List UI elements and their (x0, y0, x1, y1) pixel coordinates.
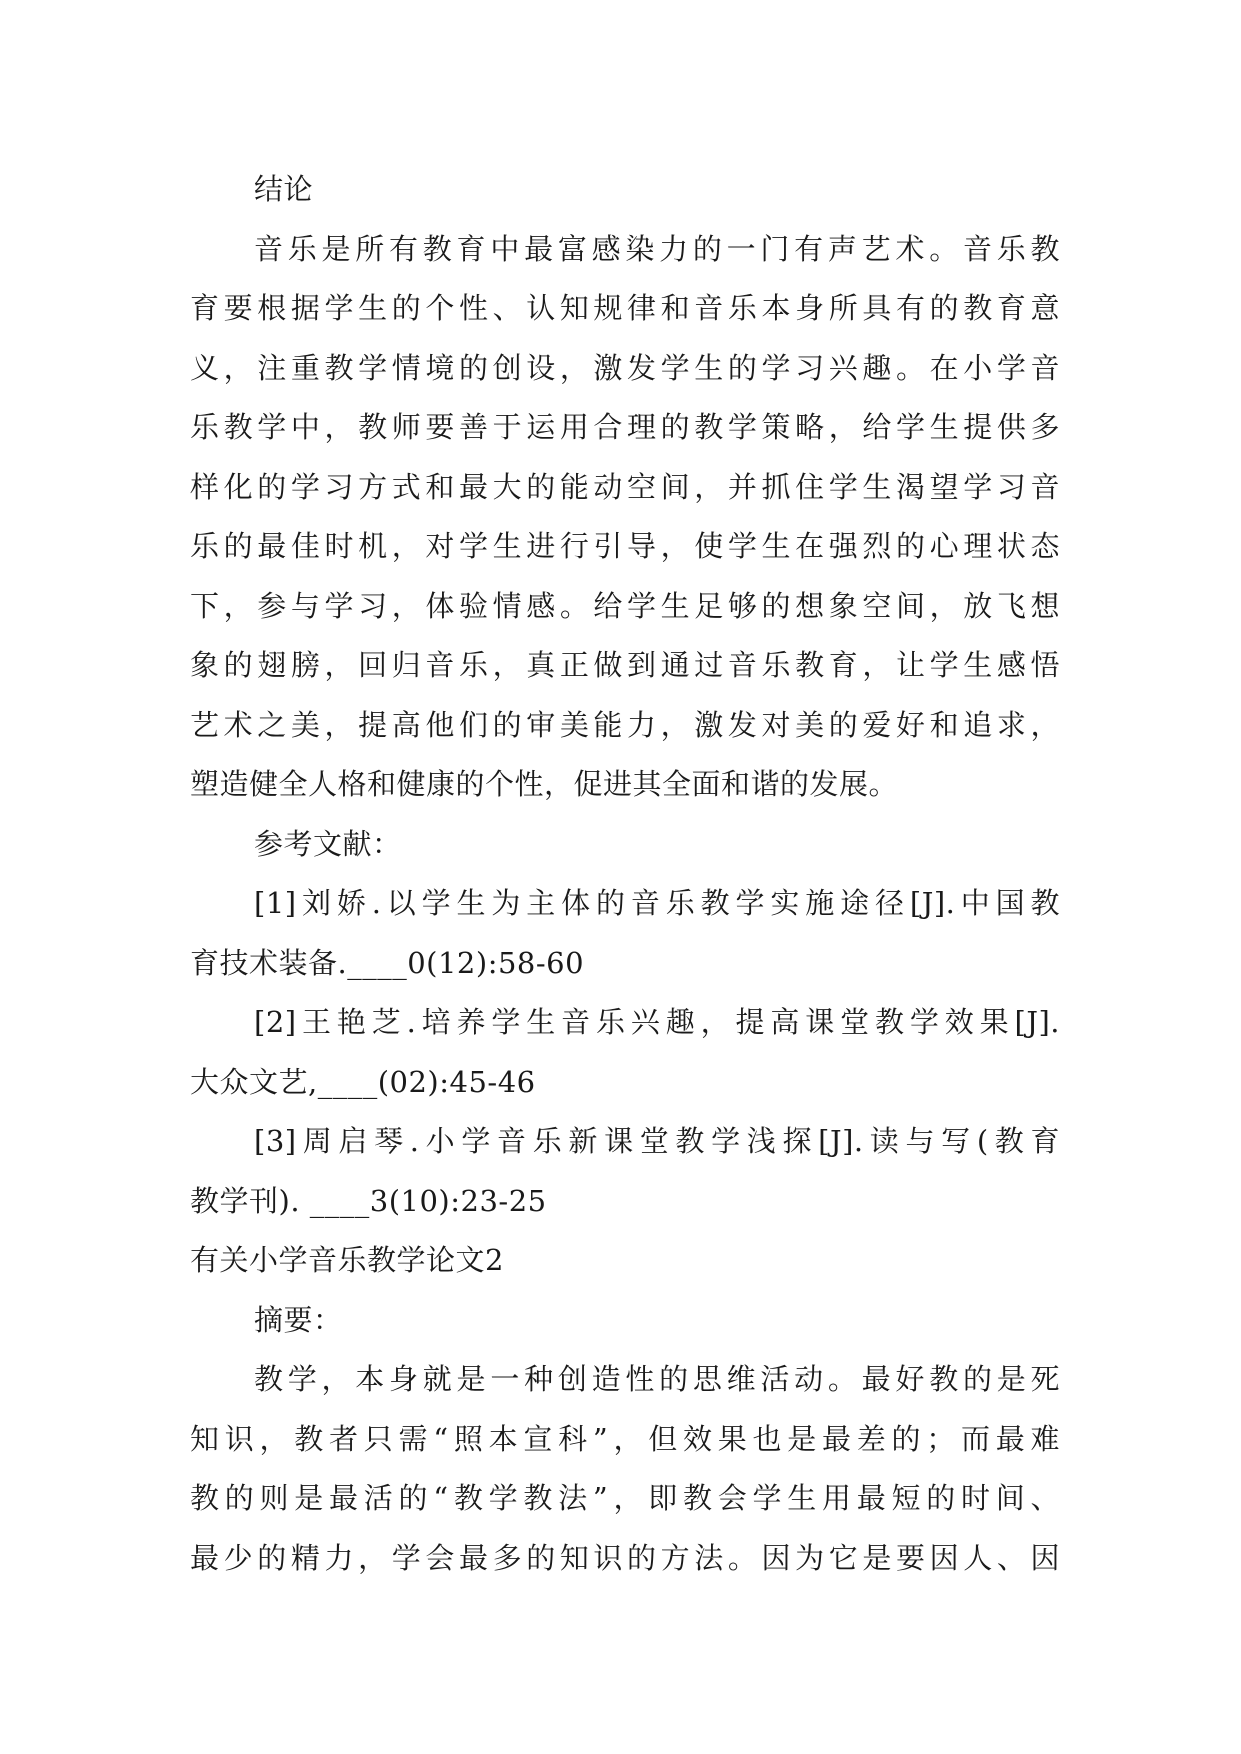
paragraph-line: 乐的最佳时机，对学生进行引导，使学生在强烈的心理状态 (190, 529, 1060, 563)
abstract-heading: 摘要： (254, 1302, 343, 1337)
abstract-line: 知识，教者只需“照本宣科”，但效果也是最差的；而最难 (190, 1421, 1060, 1456)
abstract-line: 教的则是最活的“教学教法”，即教会学生用最短的时间、 (190, 1481, 1060, 1515)
article-title: 有关小学音乐教学论文2 (190, 1243, 504, 1277)
abstract-line: 教学，本身就是一种创造性的思维活动。最好教的是死 (254, 1362, 1060, 1396)
paragraph-line: 义，注重教学情境的创设，激发学生的学习兴趣。在小学音 (190, 350, 1060, 385)
reference-1-line: [1]刘娇.以学生为主体的音乐教学实施途径[J].中国教 (254, 886, 1060, 920)
paragraph-line: 下，参与学习，体验情感。给学生足够的想象空间，放飞想 (190, 588, 1060, 623)
reference-2-line: 大众文艺,____(02):45-46 (190, 1064, 536, 1099)
reference-3-line: 教学刊). ____3(10):23-25 (190, 1183, 547, 1218)
abstract-line: 最少的精力，学会最多的知识的方法。因为它是要因人、因 (190, 1540, 1060, 1575)
section-heading-conclusion: 结论 (254, 172, 314, 206)
paragraph-line: 艺术之美，提高他们的审美能力，激发对美的爱好和追求， (190, 707, 1060, 742)
paragraph-line: 塑造健全人格和健康的个性，促进其全面和谐的发展。 (190, 767, 899, 801)
paragraph-line: 样化的学习方式和最大的能动空间，并抓住学生渴望学习音 (190, 469, 1060, 504)
paragraph-line: 乐教学中，教师要善于运用合理的教学策略，给学生提供多 (190, 410, 1060, 444)
paragraph-line: 象的翅膀，回归音乐，真正做到通过音乐教育，让学生感悟 (190, 648, 1060, 682)
reference-1-line: 育技术装备.____0(12):58-60 (190, 945, 585, 980)
reference-2-line: [2]王艳芝.培养学生音乐兴趣，提高课堂教学效果[J]. (254, 1005, 1060, 1039)
references-heading: 参考文献： (254, 826, 402, 861)
paragraph-line: 育要根据学生的个性、认知规律和音乐本身所具有的教育意 (190, 291, 1060, 325)
document-body (190, 160, 1060, 1588)
reference-3-line: [3]周启琴.小学音乐新课堂教学浅探[J].读与写(教育 (254, 1124, 1060, 1158)
paragraph-line: 音乐是所有教育中最富感染力的一门有声艺术。音乐教 (254, 231, 1060, 266)
